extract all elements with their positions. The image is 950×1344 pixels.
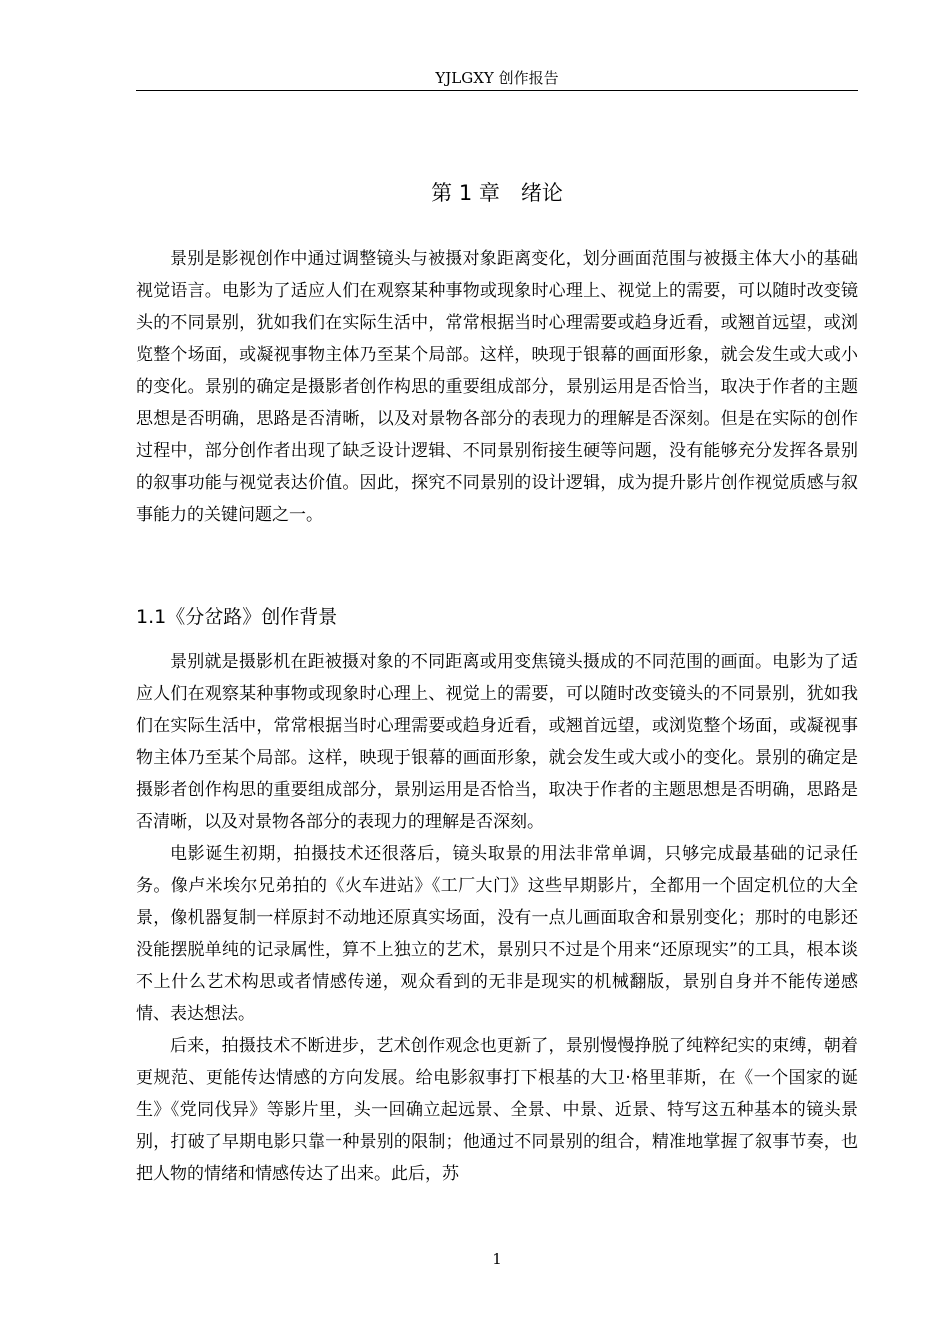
section-heading: 1.1《分岔路》创作背景 xyxy=(136,606,338,628)
running-header: YJLGXY 创作报告 xyxy=(435,69,559,87)
chapter-title: 第 1 章 绪论 xyxy=(431,181,563,205)
intro-block xyxy=(136,243,858,531)
intro-paragraph: 景别是影视创作中通过调整镜头与被摄对象距离变化，划分画面范围与被摄主体大小的基础视觉语言。电影为了适应人们在观察某种事物或现象时心理上、视觉上的需要，可以随时改变镜头的不同景别，犹如我们在实际生活中，常常根据当时心理需要或趋身近看，或翘首远望，或浏览整个场面，或凝视事物主体乃至某个局部。这样，映现于银幕的画面形象，就会发生或大或小的变化。景别的确定是摄影者创作构思的重要组成部分，景别运用是否恰当，取决于作者的主题思想是否明确，思路是否清晰，以及对景物各部分的表现力的理解是否深刻。但是在实际的创作过程中，部分创作者出现了缺乏设计逻辑、不同景别衔接生硬等问题，没有能够充分发挥各景别的叙事功能与视觉表达价值。因此，探究不同景别的设计逻辑，成为提升影片创作视觉质感与叙事能力的关键问题之一。 xyxy=(136,249,858,525)
page-number: 1 xyxy=(492,1250,502,1268)
body-paragraph: 电影诞生初期，拍摄技术还很落后，镜头取景的用法非常单调，只够完成最基础的记录任务。像卢米埃尔兄弟拍的《火车进站》《工厂大门》这些早期影片，全都用一个固定机位的大全景，像机器复制一样原封不动地还原真实场面，没有一点儿画面取舍和景别变化；那时的电影还没能摆脱单纯的记录属性，算不上独立的艺术，景别只不过是个用来“还原现实”的工具，根本谈不上什么艺术构思或者情感传递，观众看到的无非是现实的机械翻版，景别自身并不能传递感情、表达想法。 xyxy=(136,844,858,1024)
header-divider xyxy=(136,90,858,91)
section-body xyxy=(136,646,858,1190)
body-paragraph: 后来，拍摄技术不断进步，艺术创作观念也更新了，景别慢慢挣脱了纯粹纪实的束缚，朝着更规范、更能传达情感的方向发展。给电影叙事打下根基的大卫·格里菲斯，在《一个国家的诞生》《党同伐异》等影片里，头一回确立起远景、全景、中景、近景、特写这五种基本的镜头景别，打破了早期电影只靠一种景别的限制；他通过不同景别的组合，精准地掌握了叙事节奏，也把人物的情绪和情感传达了出来。此后，苏 xyxy=(136,1036,858,1184)
body-paragraph: 景别就是摄影机在距被摄对象的不同距离或用变焦镜头摄成的不同范围的画面。电影为了适应人们在观察某种事物或现象时心理上、视觉上的需要，可以随时改变镜头的不同景别，犹如我们在实际生活中，常常根据当时心理需要或趋身近看，或翘首远望，或浏览整个场面，或凝视事物主体乃至某个局部。这样，映现于银幕的画面形象，就会发生或大或小的变化。景别的确定是摄影者创作构思的重要组成部分，景别运用是否恰当，取决于作者的主题思想是否明确，思路是否清晰，以及对景物各部分的表现力的理解是否深刻。 xyxy=(136,652,858,832)
